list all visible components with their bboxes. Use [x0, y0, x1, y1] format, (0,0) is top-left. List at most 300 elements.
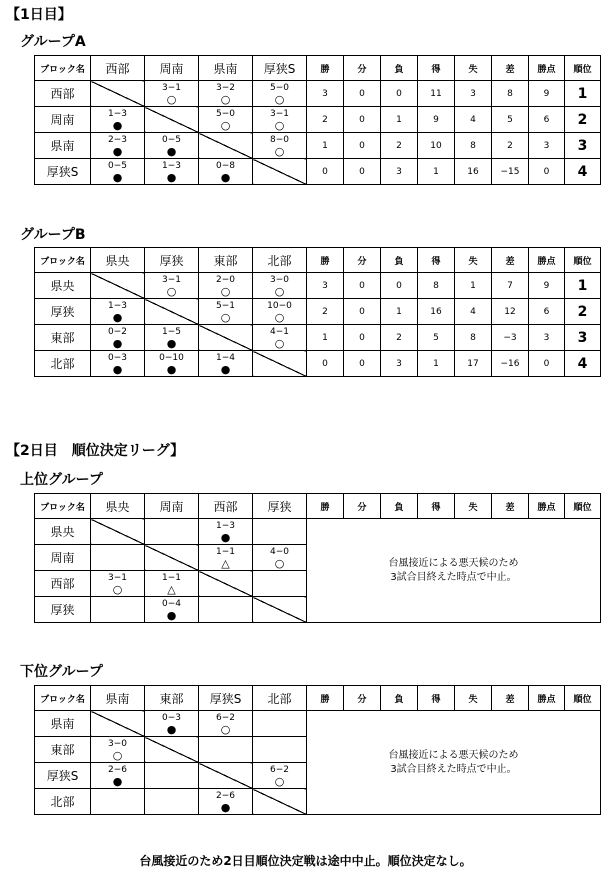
cancellation-notice [307, 519, 601, 623]
stat-cell: 0 [344, 325, 381, 351]
match-score: 0−8 [216, 160, 235, 171]
team-row [35, 351, 601, 377]
match-score: 10−0 [267, 300, 292, 311]
team-column-header: 東部 [145, 686, 199, 711]
stat-cell: 16 [455, 159, 492, 185]
result-mark-icon: ● [220, 800, 231, 814]
diagonal-cell [199, 325, 253, 351]
match-cell [199, 81, 253, 107]
match-cell [145, 159, 199, 185]
block-name-header: ブロック名 [35, 248, 91, 273]
team-column-header: 北部 [253, 248, 307, 273]
result-mark-icon: ● [166, 722, 177, 736]
stat-cell: 1 [307, 325, 344, 351]
diagonal-cell [199, 133, 253, 159]
team-column-header: 東部 [199, 248, 253, 273]
lower-group-table [34, 685, 601, 815]
team-column-header: 厚狭S [199, 686, 253, 711]
result-mark-icon: ● [220, 362, 231, 376]
match-score: 3−2 [216, 82, 235, 93]
stat-header: 差 [492, 248, 529, 273]
result-mark-icon: ● [166, 608, 177, 622]
diagonal-cell [199, 763, 253, 789]
match-score: 5−0 [270, 82, 289, 93]
stat-cell: 6 [529, 107, 565, 133]
match-score: 1−3 [216, 520, 235, 531]
match-result [253, 135, 306, 157]
lower-group-title: 下位グループ [20, 664, 103, 680]
match-result [145, 135, 198, 157]
team-row-name: 周南 [35, 107, 91, 133]
result-mark-icon: ○ [220, 310, 231, 324]
stat-cell: 1 [381, 107, 418, 133]
stat-header: 分 [344, 56, 381, 81]
match-score: 0−5 [108, 160, 127, 171]
match-cell [91, 159, 145, 185]
team-row-name: 厚狭 [35, 597, 91, 623]
match-result [91, 739, 144, 761]
result-mark-icon: ● [112, 362, 123, 376]
stat-cell: −15 [492, 159, 529, 185]
result-mark-icon: ● [166, 144, 177, 158]
diagonal-cell [145, 107, 199, 133]
result-mark-icon: ● [166, 362, 177, 376]
team-row [35, 299, 601, 325]
match-result [91, 327, 144, 349]
match-score: 1−1 [162, 572, 181, 583]
result-mark-icon: ○ [274, 556, 285, 570]
stat-cell: 3 [307, 81, 344, 107]
stat-cell: 2 [492, 133, 529, 159]
team-column-header: 周南 [145, 494, 199, 519]
stat-cell: 10 [418, 133, 455, 159]
team-row [35, 133, 601, 159]
stat-cell: 1 [418, 159, 455, 185]
match-result [91, 573, 144, 595]
match-result [253, 547, 306, 569]
match-cell [199, 737, 253, 763]
stat-cell: 17 [455, 351, 492, 377]
match-score: 0−5 [162, 134, 181, 145]
stat-cell: 5 [418, 325, 455, 351]
result-mark-icon: ○ [274, 144, 285, 158]
team-column-header: 周南 [145, 56, 199, 81]
result-mark-icon: ● [220, 170, 231, 184]
match-result [91, 765, 144, 787]
rank-cell: 2 [565, 299, 601, 325]
result-mark-icon: ● [112, 170, 123, 184]
match-result [253, 301, 306, 323]
team-column-header: 県南 [91, 686, 145, 711]
stat-cell: 8 [455, 325, 492, 351]
match-score: 4−1 [270, 326, 289, 337]
match-score: 1−5 [162, 326, 181, 337]
diagonal-cell [91, 81, 145, 107]
match-result [91, 135, 144, 157]
stat-cell: 8 [455, 133, 492, 159]
stat-header: 負 [381, 56, 418, 81]
match-score: 3−0 [270, 274, 289, 285]
match-score: 3−1 [108, 572, 127, 583]
rank-cell: 4 [565, 351, 601, 377]
match-cell [199, 545, 253, 571]
notice-line: 3試合目終えた時点で中止。 [390, 571, 517, 583]
footer-note: 台風接近のため2日目順位決定戦は途中中止。順位決定なし。 [139, 854, 472, 868]
rank-cell: 1 [565, 273, 601, 299]
result-mark-icon: ○ [274, 774, 285, 788]
header-row [35, 248, 601, 273]
match-cell [253, 107, 307, 133]
day2-title: 【2日目 順位決定リーグ】 [6, 443, 185, 459]
result-mark-icon: ○ [274, 92, 285, 106]
group-a-title: グループA [20, 34, 86, 50]
match-result [91, 109, 144, 131]
team-row [35, 107, 601, 133]
team-column-header: 県央 [91, 494, 145, 519]
stat-header: 負 [381, 686, 418, 711]
result-mark-icon: ○ [220, 284, 231, 298]
stat-header: 順位 [565, 494, 601, 519]
match-score: 4−0 [270, 546, 289, 557]
match-result [91, 301, 144, 323]
day1-title: 【1日目】 [6, 7, 72, 23]
stat-cell: 16 [418, 299, 455, 325]
diagonal-cell [199, 571, 253, 597]
notice-line: 3試合目終えた時点で中止。 [390, 763, 517, 775]
match-cell [253, 763, 307, 789]
stat-header: 分 [344, 686, 381, 711]
block-name-header: ブロック名 [35, 686, 91, 711]
match-cell [253, 519, 307, 545]
match-score: 0−3 [108, 352, 127, 363]
match-score: 2−3 [108, 134, 127, 145]
stat-cell: 0 [344, 81, 381, 107]
match-cell [91, 107, 145, 133]
stat-cell: 4 [455, 299, 492, 325]
match-cell [145, 351, 199, 377]
match-result [145, 83, 198, 105]
match-score: 6−2 [270, 764, 289, 775]
team-row-name: 西部 [35, 81, 91, 107]
match-result [145, 353, 198, 375]
result-mark-icon: ● [166, 170, 177, 184]
rank-cell: 1 [565, 81, 601, 107]
match-cell [253, 273, 307, 299]
result-mark-icon: ○ [274, 284, 285, 298]
team-row-name: 周南 [35, 545, 91, 571]
result-mark-icon: ● [112, 774, 123, 788]
result-mark-icon: ○ [220, 118, 231, 132]
team-row [35, 711, 601, 737]
match-cell [145, 711, 199, 737]
stat-header: 負 [381, 248, 418, 273]
match-result [199, 353, 252, 375]
team-column-header: 北部 [253, 686, 307, 711]
match-score: 3−1 [162, 82, 181, 93]
stat-cell: 6 [529, 299, 565, 325]
stat-header: 勝 [307, 494, 344, 519]
match-cell [145, 81, 199, 107]
result-mark-icon: ○ [166, 92, 177, 106]
result-mark-icon: ○ [166, 284, 177, 298]
match-result [253, 83, 306, 105]
match-cell [145, 763, 199, 789]
stat-cell: 3 [529, 133, 565, 159]
team-row [35, 325, 601, 351]
match-cell [199, 711, 253, 737]
team-row-name: 厚狭S [35, 159, 91, 185]
stat-cell: 9 [418, 107, 455, 133]
stat-cell: 8 [492, 81, 529, 107]
match-cell [253, 711, 307, 737]
match-result [199, 521, 252, 543]
stat-cell: 8 [418, 273, 455, 299]
stat-header: 失 [455, 494, 492, 519]
team-row-name: 北部 [35, 351, 91, 377]
match-result [199, 161, 252, 183]
match-cell [91, 763, 145, 789]
team-row [35, 159, 601, 185]
stat-cell: 0 [344, 351, 381, 377]
match-score: 8−0 [270, 134, 289, 145]
match-score: 3−1 [162, 274, 181, 285]
stat-header: 負 [381, 494, 418, 519]
match-score: 2−0 [216, 274, 235, 285]
team-row-name: 北部 [35, 789, 91, 815]
stat-cell: 3 [381, 351, 418, 377]
match-cell [199, 789, 253, 815]
result-mark-icon: ● [112, 118, 123, 132]
result-mark-icon: ○ [274, 118, 285, 132]
result-mark-icon: ○ [112, 748, 123, 762]
match-score: 0−3 [162, 712, 181, 723]
stat-cell: 0 [344, 299, 381, 325]
stat-cell: 0 [529, 351, 565, 377]
stat-cell: 3 [381, 159, 418, 185]
stat-cell: 0 [344, 133, 381, 159]
team-column-header: 厚狭 [145, 248, 199, 273]
match-result [145, 713, 198, 735]
match-cell [91, 133, 145, 159]
match-cell [253, 571, 307, 597]
upper-group-table [34, 493, 601, 623]
match-cell [145, 571, 199, 597]
match-result [199, 109, 252, 131]
team-column-header: 西部 [91, 56, 145, 81]
match-cell [199, 107, 253, 133]
stat-header: 得 [418, 686, 455, 711]
match-score: 0−10 [159, 352, 184, 363]
match-result [145, 599, 198, 621]
stat-header: 失 [455, 248, 492, 273]
stat-cell: 11 [418, 81, 455, 107]
stat-header: 分 [344, 494, 381, 519]
match-cell [91, 571, 145, 597]
match-score: 0−2 [108, 326, 127, 337]
match-cell [91, 597, 145, 623]
diagonal-cell [91, 711, 145, 737]
stat-header: 得 [418, 56, 455, 81]
result-mark-icon: △ [167, 582, 176, 596]
stat-cell: 1 [307, 133, 344, 159]
match-result [253, 275, 306, 297]
stat-cell: 3 [529, 325, 565, 351]
stat-header: 得 [418, 248, 455, 273]
stat-header: 順位 [565, 686, 601, 711]
header-row [35, 686, 601, 711]
match-cell [145, 519, 199, 545]
team-row [35, 519, 601, 545]
stat-header: 差 [492, 494, 529, 519]
stat-cell: 9 [529, 273, 565, 299]
cancellation-notice [307, 711, 601, 815]
team-row-name: 県南 [35, 133, 91, 159]
match-score: 0−4 [162, 598, 181, 609]
match-cell [253, 299, 307, 325]
stat-cell: 0 [344, 273, 381, 299]
match-result [199, 275, 252, 297]
match-cell [199, 519, 253, 545]
diagonal-cell [145, 545, 199, 571]
notice-line: 台風接近による悪天候のため [388, 749, 519, 761]
rank-cell: 4 [565, 159, 601, 185]
match-cell [253, 737, 307, 763]
match-result [253, 327, 306, 349]
diagonal-cell [253, 789, 307, 815]
team-column-header: 厚狭 [253, 494, 307, 519]
stat-header: 失 [455, 56, 492, 81]
stat-header: 勝 [307, 56, 344, 81]
block-name-header: ブロック名 [35, 56, 91, 81]
rank-cell: 3 [565, 133, 601, 159]
header-row [35, 56, 601, 81]
team-column-header: 県央 [91, 248, 145, 273]
stat-cell: 0 [344, 159, 381, 185]
result-mark-icon: ● [112, 336, 123, 350]
match-result [145, 275, 198, 297]
match-cell [253, 545, 307, 571]
stat-cell: 12 [492, 299, 529, 325]
stat-cell: 4 [455, 107, 492, 133]
stat-header: 得 [418, 494, 455, 519]
result-mark-icon: ● [112, 144, 123, 158]
stat-cell: −16 [492, 351, 529, 377]
stat-header: 順位 [565, 248, 601, 273]
result-mark-icon: ● [220, 530, 231, 544]
stat-cell: 7 [492, 273, 529, 299]
match-cell [145, 597, 199, 623]
match-score: 1−1 [216, 546, 235, 557]
match-cell [253, 81, 307, 107]
match-score: 5−1 [216, 300, 235, 311]
rank-cell: 3 [565, 325, 601, 351]
stat-cell: 1 [381, 299, 418, 325]
result-mark-icon: △ [221, 556, 230, 570]
match-cell [145, 273, 199, 299]
stat-cell: 0 [381, 273, 418, 299]
diagonal-cell [145, 299, 199, 325]
stat-cell: 3 [307, 273, 344, 299]
team-column-header: 県南 [199, 56, 253, 81]
team-row-name: 厚狭S [35, 763, 91, 789]
stat-cell: −3 [492, 325, 529, 351]
match-result [145, 327, 198, 349]
team-row-name: 西部 [35, 571, 91, 597]
match-result [91, 353, 144, 375]
group-a-table [34, 55, 601, 185]
team-row [35, 273, 601, 299]
diagonal-cell [253, 351, 307, 377]
stat-header: 勝 [307, 248, 344, 273]
match-cell [145, 133, 199, 159]
stat-header: 勝 [307, 686, 344, 711]
team-row-name: 東部 [35, 737, 91, 763]
stat-cell: 2 [307, 299, 344, 325]
match-score: 2−6 [108, 764, 127, 775]
match-result [199, 301, 252, 323]
result-mark-icon: ○ [274, 310, 285, 324]
match-cell [199, 351, 253, 377]
match-cell [91, 545, 145, 571]
stat-header: 勝点 [529, 56, 565, 81]
stat-header: 勝点 [529, 494, 565, 519]
match-score: 1−4 [216, 352, 235, 363]
diagonal-cell [91, 519, 145, 545]
match-cell [91, 325, 145, 351]
diagonal-cell [253, 597, 307, 623]
stat-cell: 0 [529, 159, 565, 185]
match-result [145, 573, 198, 595]
result-mark-icon: ○ [274, 336, 285, 350]
stat-header: 勝点 [529, 248, 565, 273]
stat-header: 差 [492, 686, 529, 711]
match-cell [91, 737, 145, 763]
block-name-header: ブロック名 [35, 494, 91, 519]
match-score: 1−3 [108, 108, 127, 119]
match-score: 1−3 [162, 160, 181, 171]
diagonal-cell [253, 159, 307, 185]
team-column-header: 西部 [199, 494, 253, 519]
match-cell [199, 597, 253, 623]
diagonal-cell [91, 273, 145, 299]
match-result [253, 765, 306, 787]
match-cell [145, 789, 199, 815]
stat-header: 失 [455, 686, 492, 711]
match-score: 1−3 [108, 300, 127, 311]
stat-cell: 3 [455, 81, 492, 107]
upper-group-title: 上位グループ [20, 472, 103, 488]
stat-cell: 0 [307, 159, 344, 185]
group-b-title: グループB [20, 227, 86, 243]
result-mark-icon: ● [112, 310, 123, 324]
result-mark-icon: ○ [220, 92, 231, 106]
stat-header: 差 [492, 56, 529, 81]
team-row-name: 県南 [35, 711, 91, 737]
stat-cell: 2 [381, 133, 418, 159]
match-score: 6−2 [216, 712, 235, 723]
result-mark-icon: ○ [220, 722, 231, 736]
stat-cell: 5 [492, 107, 529, 133]
team-row-name: 県央 [35, 273, 91, 299]
match-score: 3−1 [270, 108, 289, 119]
match-result [199, 791, 252, 813]
stat-header: 順位 [565, 56, 601, 81]
stat-cell: 1 [418, 351, 455, 377]
team-column-header: 厚狭S [253, 56, 307, 81]
match-result [91, 161, 144, 183]
result-mark-icon: ○ [112, 582, 123, 596]
match-cell [91, 299, 145, 325]
